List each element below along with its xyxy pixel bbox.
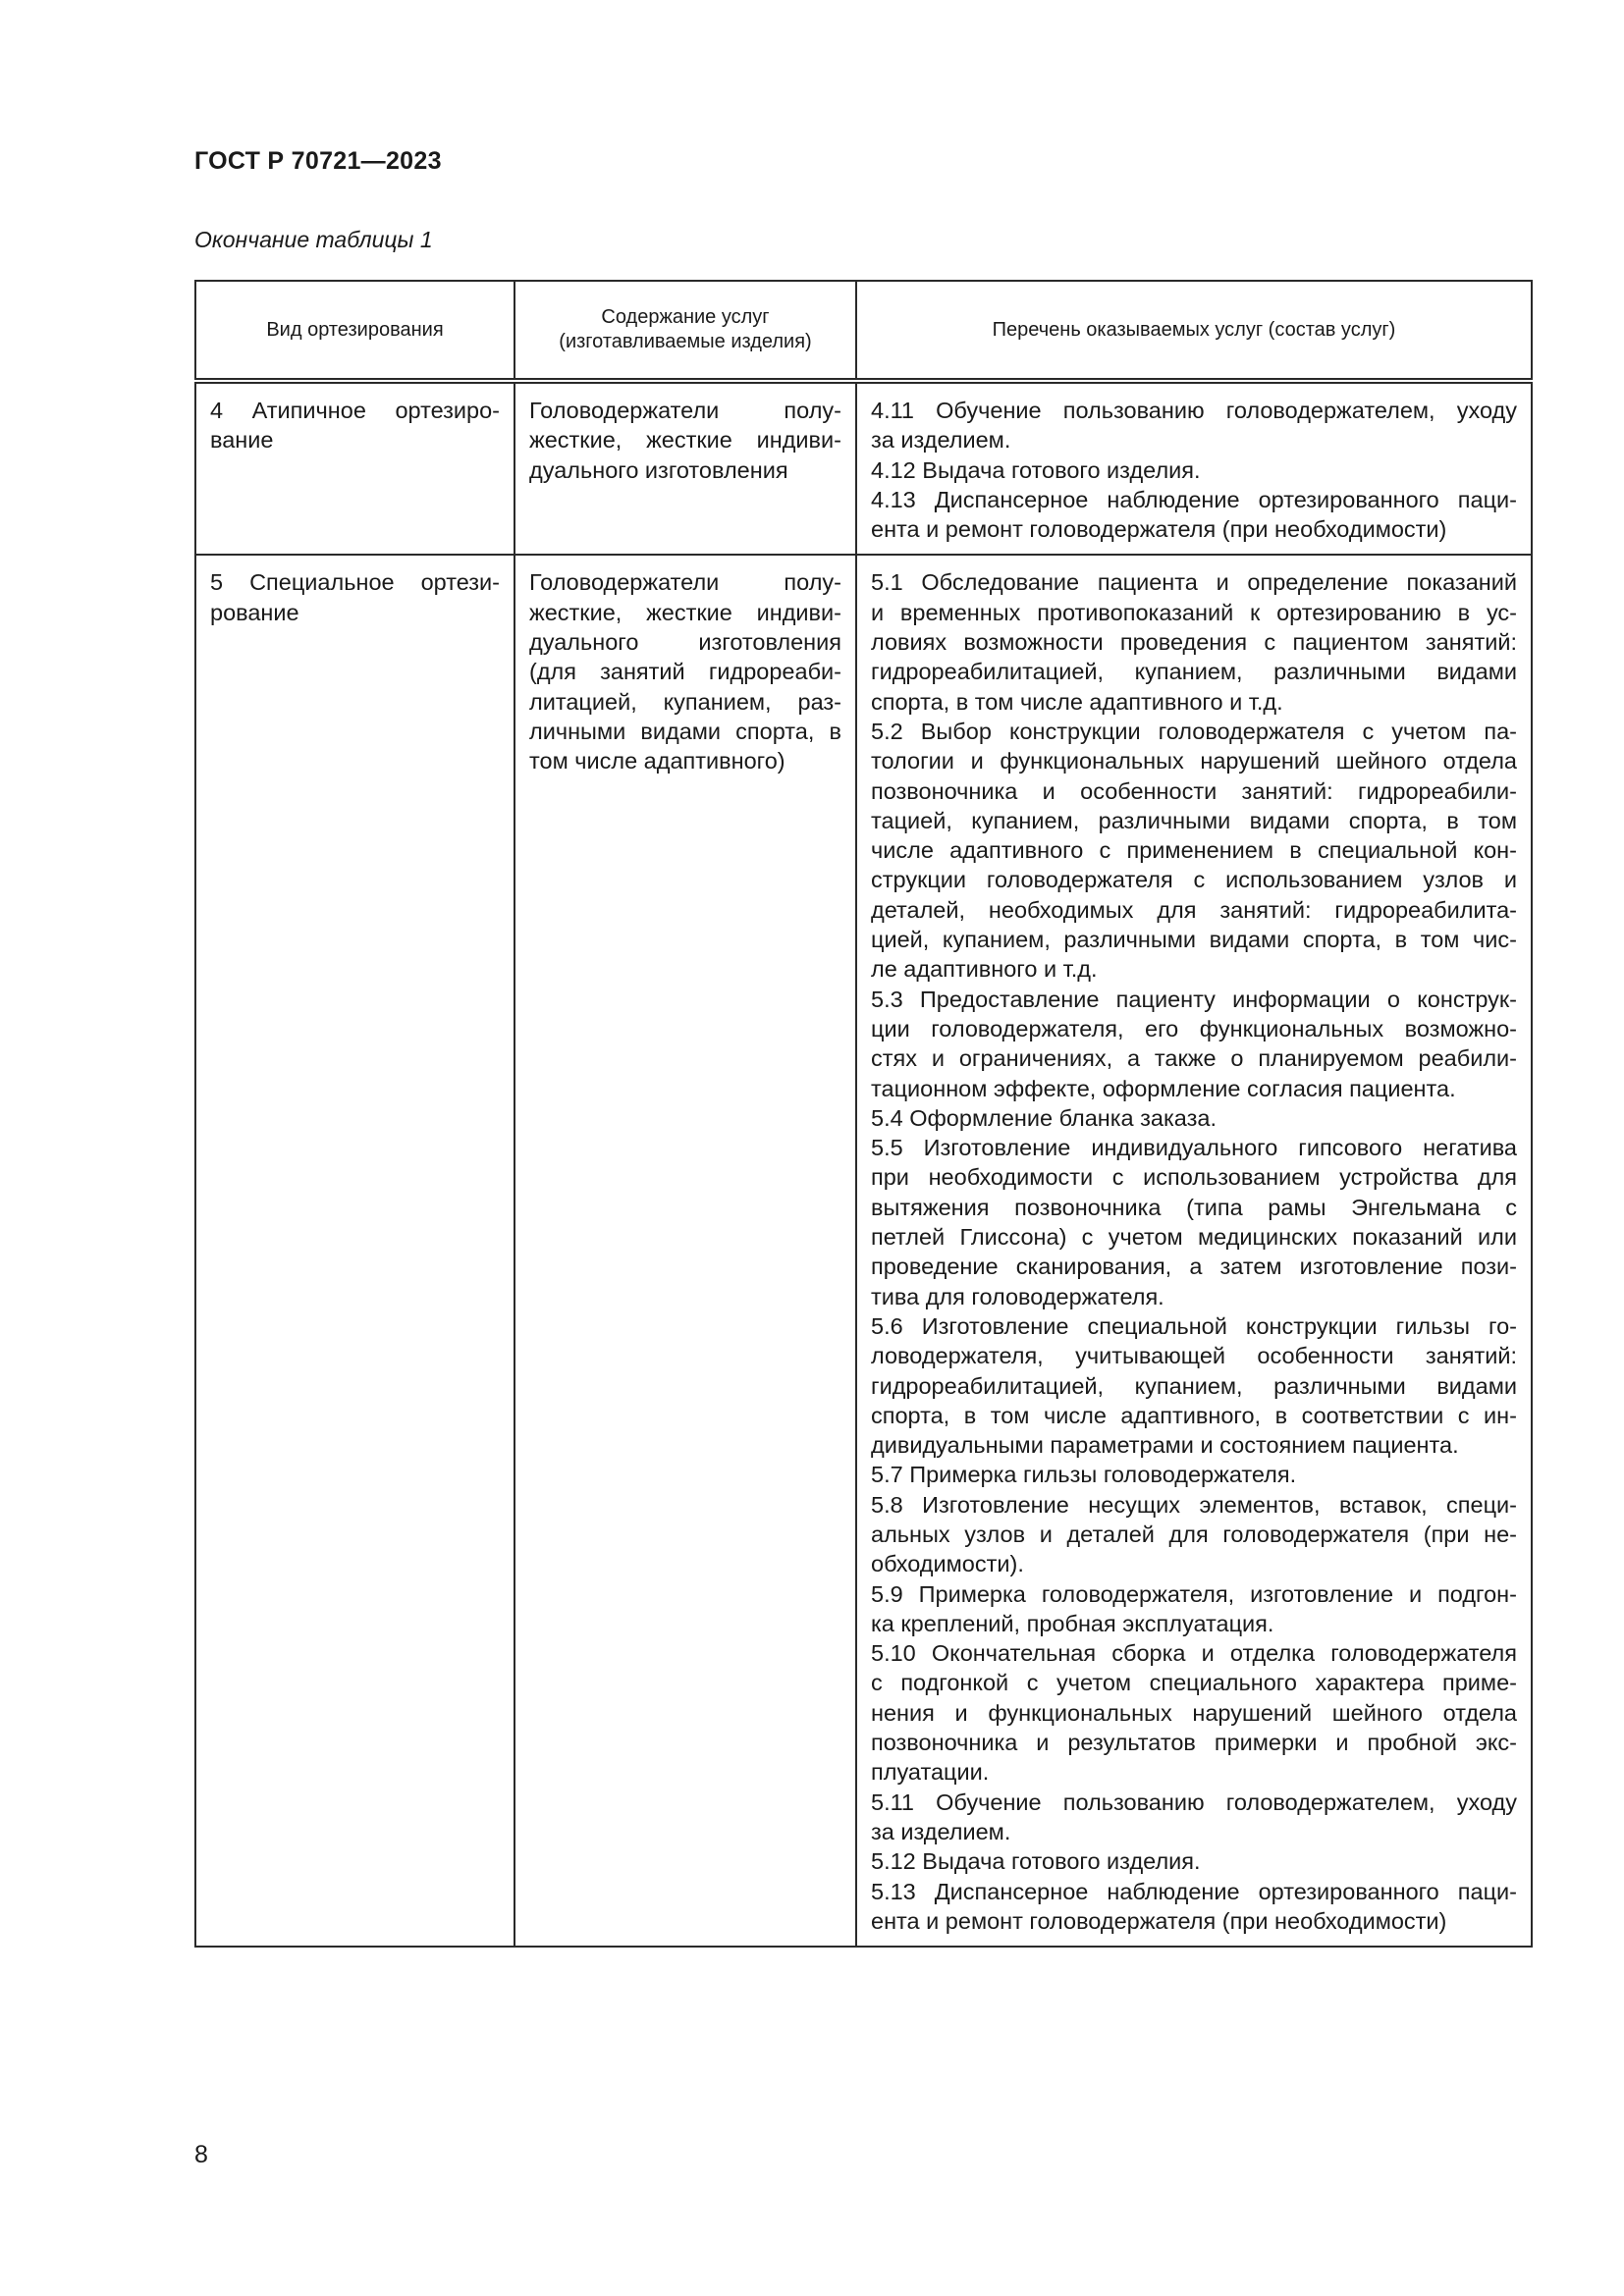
cell-text-line: 5.8 Изготовление несущих элементов, вставок, специ- bbox=[871, 1491, 1517, 1518]
cell-text-line: плуатации. bbox=[871, 1759, 990, 1786]
column-header-line: Содержание услуг bbox=[601, 306, 770, 328]
cell-text-line: струкции головодержателя с использованием узлов и bbox=[871, 867, 1517, 893]
cell-text-line: жесткие, жесткие индиви- bbox=[529, 599, 841, 625]
column-header-service-content bbox=[514, 281, 856, 381]
cell-text-line: 5.13 Диспансерное наблюдение ортезированного паци- bbox=[871, 1878, 1517, 1904]
page-number: 8 bbox=[194, 2141, 208, 2168]
cell-text-line: 5.3 Предоставление пациенту информации о конструк- bbox=[871, 986, 1517, 1012]
cell-text-line: с подгонкой с учетом специального характера приме- bbox=[871, 1670, 1517, 1696]
cell-text-line: 5.6 Изготовление специальной конструкции гильзы го- bbox=[871, 1312, 1517, 1339]
cell-text-line: ента и ремонт головодержателя (при необходимости) bbox=[871, 516, 1447, 543]
cell-text-line: гидрореабилитацией, купанием, различными видами bbox=[871, 659, 1517, 685]
column-header-line: (изготавливаемые изделия) bbox=[559, 331, 812, 352]
column-header-line: Перечень оказываемых услуг (состав услуг) bbox=[992, 318, 1396, 341]
cell-text-line: 5.4 Оформление бланка заказа. bbox=[871, 1104, 1217, 1131]
cell-text-line: личными видами спорта, в bbox=[529, 718, 841, 744]
table-caption: Окончание таблицы 1 bbox=[194, 227, 433, 252]
cell-text-line: том числе адаптивного) bbox=[529, 748, 785, 774]
cell-text-line: тацией, купанием, различными видами спорта, в том bbox=[871, 807, 1517, 833]
cell-text-line: 5.11 Обучение пользованию головодержателем, уходу bbox=[871, 1789, 1517, 1815]
cell-text-line: тационном эффекте, оформление согласия пациента. bbox=[871, 1075, 1456, 1101]
cell-text-line: рование bbox=[210, 599, 299, 625]
cell-text-line: 5.1 Обследование пациента и определение показаний bbox=[871, 569, 1517, 596]
cell-text-line: цией, купанием, различными видами спорта, в том чис- bbox=[871, 927, 1517, 953]
cell-text-line: литацией, купанием, раз- bbox=[529, 688, 841, 715]
cell-text-line: вытяжения позвоночника (типа рамы Энгельмана с bbox=[871, 1194, 1517, 1220]
cell-text-line: 4.12 Выдача готового изделия. bbox=[871, 456, 1201, 483]
cell-text-line: ле адаптивного и т.д. bbox=[871, 956, 1098, 983]
cell-text-line: дивидуальными параметрами и состоянием пациента. bbox=[871, 1432, 1459, 1459]
service-list-cell bbox=[856, 555, 1532, 1947]
table-row bbox=[195, 381, 1532, 555]
cell-text-line: 4 Атипичное ортезиро- bbox=[210, 398, 500, 423]
column-header-orthosis-type bbox=[195, 281, 514, 381]
cell-text-line: вание bbox=[210, 427, 274, 454]
cell-text-line: обходимости). bbox=[871, 1551, 1024, 1577]
cell-text-line: и временных противопоказаний к ортезированию в ус- bbox=[871, 599, 1517, 625]
cell-text-line: ции головодержателя, его функциональных возможно- bbox=[871, 1015, 1517, 1041]
cell-text-line: 5.12 Выдача готового изделия. bbox=[871, 1848, 1201, 1875]
service-content-cell bbox=[514, 555, 856, 1947]
cell-text-line: 4.13 Диспансерное наблюдение ортезированного паци- bbox=[871, 486, 1517, 512]
cell-text-line: деталей, необходимых для занятий: гидрореабилита- bbox=[871, 896, 1517, 923]
cell-text-line: ента и ремонт головодержателя (при необходимости) bbox=[871, 1907, 1447, 1934]
cell-text-line: ловодержателя, учитывающей особенности занятий: bbox=[871, 1343, 1517, 1369]
document-code: ГОСТ Р 70721—2023 bbox=[194, 147, 442, 175]
cell-text-line: 5.9 Примерка головодержателя, изготовление и подгон- bbox=[871, 1580, 1517, 1607]
cell-text-line: проведение сканирования, а затем изготовление пози- bbox=[871, 1254, 1517, 1280]
cell-text-line: Головодержатели полу- bbox=[529, 398, 841, 423]
cell-text-line: спорта, в том числе адаптивного и т.д. bbox=[871, 688, 1283, 715]
cell-text-line: позвоночника и особенности занятий: гидрореабили- bbox=[871, 777, 1517, 804]
services-table bbox=[194, 280, 1533, 1948]
cell-text-line: гидрореабилитацией, купанием, различными видами bbox=[871, 1372, 1517, 1399]
cell-text-line: петлей Глиссона) с учетом медицинских показаний или bbox=[871, 1224, 1517, 1251]
cell-text-line: 5 Специальное ортези- bbox=[210, 569, 500, 596]
service-list-cell bbox=[856, 381, 1532, 555]
cell-text-line: позвоночника и результатов примерки и пробной экс- bbox=[871, 1730, 1517, 1756]
cell-text-line: 5.10 Окончательная сборка и отделка головодержателя bbox=[871, 1640, 1517, 1667]
cell-text-line: тологии и функциональных нарушений шейного отдела bbox=[871, 748, 1517, 774]
cell-text-line: тива для головодержателя. bbox=[871, 1283, 1164, 1309]
cell-text-line: дуального изготовления bbox=[529, 629, 841, 656]
cell-text-line: альных узлов и деталей для головодержателя (при не- bbox=[871, 1521, 1517, 1547]
cell-text-line: 5.5 Изготовление индивидуального гипсового негатива bbox=[871, 1135, 1517, 1161]
table-row bbox=[195, 555, 1532, 1947]
cell-text-line: стях и ограничениях, а также о планируемом реабили- bbox=[871, 1045, 1517, 1072]
cell-text-line: Головодержатели полу- bbox=[529, 569, 841, 596]
cell-text-line: за изделием. bbox=[871, 1818, 1011, 1844]
cell-text-line: (для занятий гидрореаби- bbox=[529, 659, 841, 685]
column-header-service-list bbox=[856, 281, 1532, 381]
cell-text-line: жесткие, жесткие индиви- bbox=[529, 427, 841, 454]
cell-text-line: 4.11 Обучение пользованию головодержателем, уходу bbox=[871, 398, 1517, 423]
cell-text-line: ка креплений, пробная эксплуатация. bbox=[871, 1610, 1274, 1636]
column-header-line: Вид ортезирования bbox=[266, 318, 444, 341]
cell-text-line: 5.2 Выбор конструкции головодержателя с учетом па- bbox=[871, 718, 1517, 744]
cell-text-line: 5.7 Примерка гильзы головодержателя. bbox=[871, 1462, 1297, 1488]
service-content-cell bbox=[514, 381, 856, 555]
cell-text-line: нения и функциональных нарушений шейного отдела bbox=[871, 1699, 1517, 1726]
orthosis-type-cell bbox=[195, 381, 514, 555]
cell-text-line: дуального изготовления bbox=[529, 456, 788, 483]
table-header-row bbox=[195, 281, 1532, 381]
cell-text-line: ловиях возможности проведения с пациентом занятий: bbox=[871, 629, 1517, 656]
orthosis-type-cell bbox=[195, 555, 514, 1947]
cell-text-line: спорта, в том числе адаптивного, в соответствии с ин- bbox=[871, 1402, 1517, 1428]
cell-text-line: числе адаптивного с применением в специальной кон- bbox=[871, 837, 1517, 864]
cell-text-line: за изделием. bbox=[871, 427, 1011, 454]
cell-text-line: при необходимости с использованием устройства для bbox=[871, 1164, 1517, 1191]
